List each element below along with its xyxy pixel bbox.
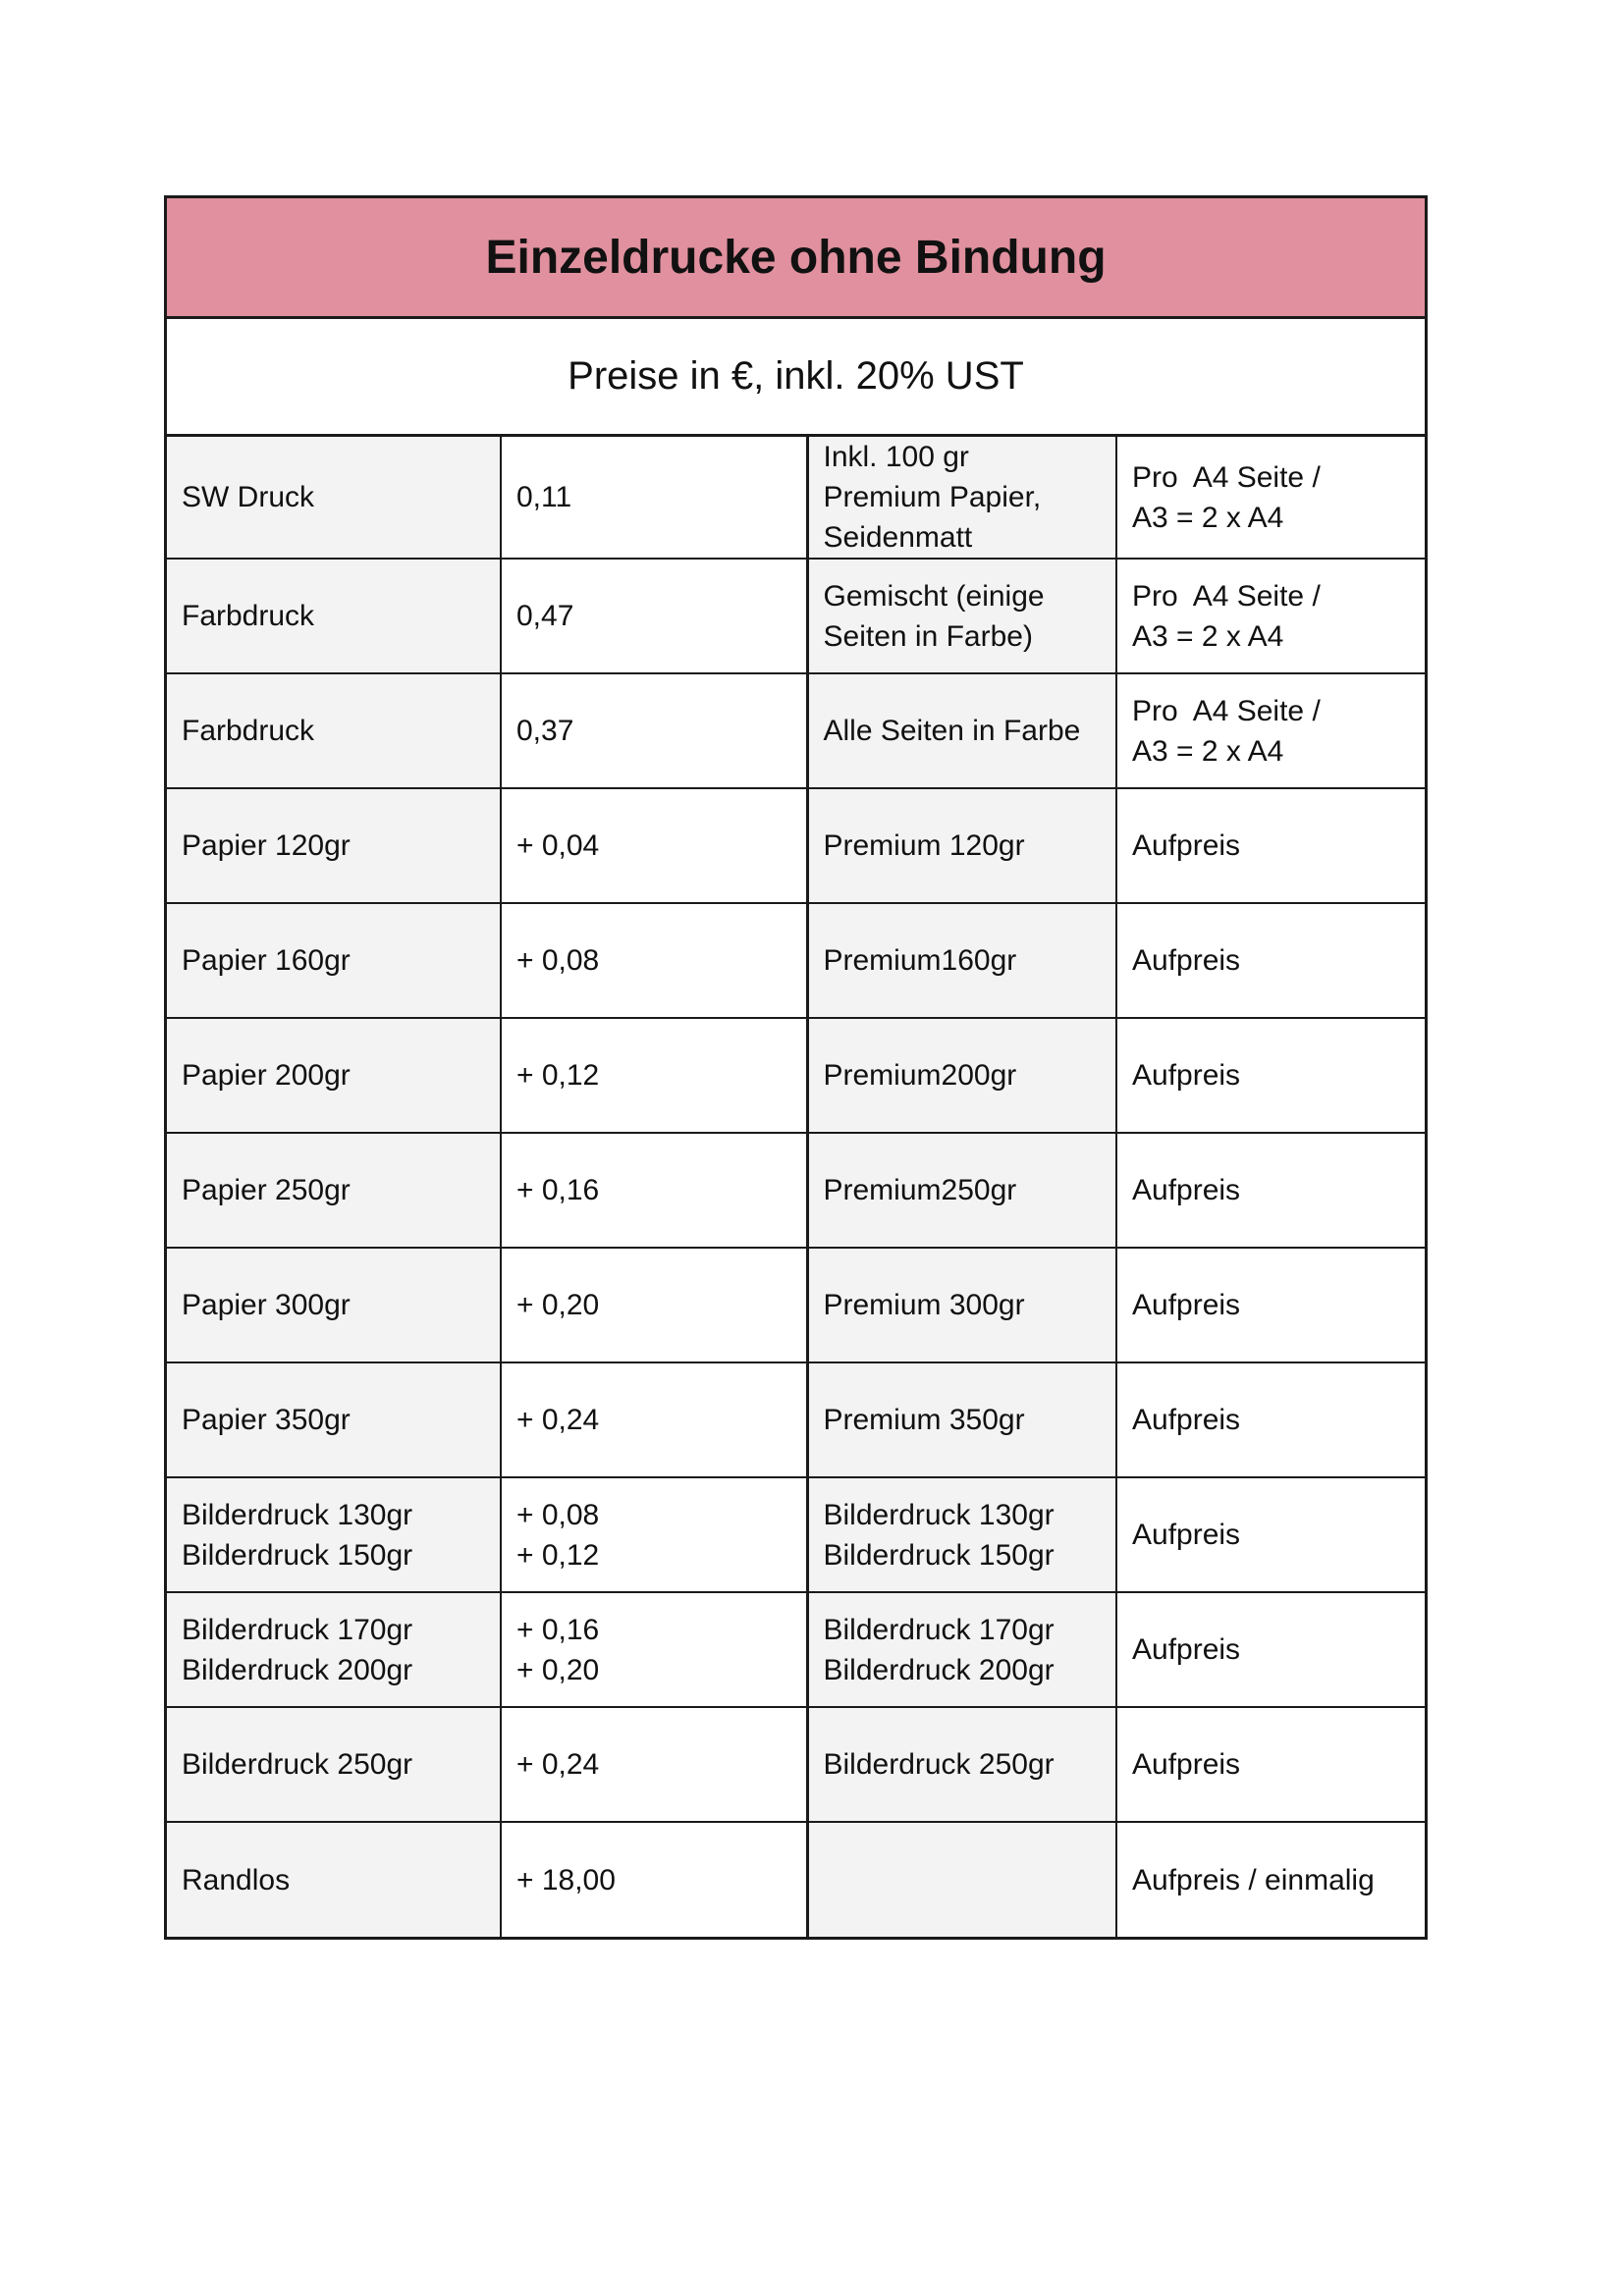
table-row <box>167 1822 1425 1937</box>
description-cell <box>807 903 1116 1018</box>
price-cell <box>501 437 807 559</box>
table-row <box>167 1248 1425 1362</box>
note-line: Aufpreis <box>1132 1289 1241 1321</box>
description-line: Bilderdruck 250gr <box>823 1748 1055 1781</box>
note-line: Aufpreis / einmalig <box>1132 1863 1375 1896</box>
note-cell <box>1116 1133 1425 1248</box>
table-row <box>167 1592 1425 1707</box>
note-cell <box>1116 1362 1425 1477</box>
price-cell <box>501 1133 807 1248</box>
description-line: Bilderdruck 170gr <box>823 1613 1055 1646</box>
price-cell <box>501 903 807 1018</box>
item-name-cell <box>167 1707 501 1822</box>
description-line: Seiten in Farbe) <box>823 619 1033 653</box>
description-cell <box>807 1477 1116 1592</box>
description-line: Alle Seiten in Farbe <box>823 715 1081 747</box>
item-name-line: Farbdruck <box>182 715 315 747</box>
price-cell <box>501 1477 807 1592</box>
note-cell <box>1116 788 1425 903</box>
price-line: + 0,20 <box>516 1289 600 1321</box>
note-line: A3 = 2 x A4 <box>1132 734 1284 768</box>
item-name-cell <box>167 437 501 559</box>
table-subtitle: Preise in €, inkl. 20% UST <box>167 319 1425 437</box>
note-line: Aufpreis <box>1132 1519 1241 1551</box>
price-line: + 0,12 <box>516 1059 600 1092</box>
table-title: Einzeldrucke ohne Bindung <box>167 198 1425 319</box>
description-cell <box>807 1248 1116 1362</box>
table-row <box>167 788 1425 903</box>
price-line: 0,37 <box>516 715 574 747</box>
note-cell <box>1116 903 1425 1018</box>
price-cell <box>501 1248 807 1362</box>
table-row <box>167 437 1425 559</box>
item-name-line: Farbdruck <box>182 600 315 632</box>
item-name-line: Randlos <box>182 1863 291 1896</box>
item-name-line: Papier 120gr <box>182 829 351 862</box>
price-cell <box>501 1822 807 1937</box>
item-name-cell <box>167 1018 501 1133</box>
note-cell <box>1116 1477 1425 1592</box>
price-cell <box>501 788 807 903</box>
note-line: Pro A4 Seite / <box>1132 694 1321 727</box>
item-name-line: SW Druck <box>182 481 314 513</box>
table-row <box>167 1707 1425 1822</box>
item-name-line: Bilderdruck 150gr <box>182 1538 413 1572</box>
note-line: A3 = 2 x A4 <box>1132 619 1284 653</box>
note-line: Aufpreis <box>1132 1174 1241 1206</box>
item-name-cell <box>167 1133 501 1248</box>
price-line: + 0,08 <box>516 1498 600 1531</box>
item-name-cell <box>167 559 501 673</box>
note-line: Pro A4 Seite / <box>1132 579 1321 613</box>
description-line: Gemischt (einige <box>823 579 1045 613</box>
table-row <box>167 1133 1425 1248</box>
note-line: Aufpreis <box>1132 1059 1241 1092</box>
note-line: A3 = 2 x A4 <box>1132 501 1284 534</box>
description-line: Bilderdruck 150gr <box>823 1538 1055 1572</box>
description-cell <box>807 1822 1116 1937</box>
description-line: Inkl. 100 gr <box>823 441 969 473</box>
table-row <box>167 673 1425 788</box>
note-cell <box>1116 673 1425 788</box>
price-line: + 0,16 <box>516 1174 600 1206</box>
note-cell <box>1116 1018 1425 1133</box>
note-line: Aufpreis <box>1132 829 1241 862</box>
description-line: Premium160gr <box>823 944 1017 977</box>
description-cell <box>807 788 1116 903</box>
description-cell <box>807 673 1116 788</box>
price-cell <box>501 1018 807 1133</box>
price-line: + 0,24 <box>516 1404 600 1436</box>
note-cell <box>1116 1592 1425 1707</box>
description-cell <box>807 437 1116 559</box>
description-cell <box>807 559 1116 673</box>
description-cell <box>807 1133 1116 1248</box>
price-line: + 0,16 <box>516 1613 600 1646</box>
note-line: Aufpreis <box>1132 1633 1241 1666</box>
description-cell <box>807 1707 1116 1822</box>
item-name-cell <box>167 903 501 1018</box>
item-name-cell <box>167 788 501 903</box>
description-line: Bilderdruck 130gr <box>823 1498 1055 1531</box>
price-line: + 0,04 <box>516 829 600 862</box>
item-name-cell <box>167 1477 501 1592</box>
description-line: Premium 300gr <box>823 1289 1025 1321</box>
item-name-line: Papier 350gr <box>182 1404 351 1436</box>
note-line: Pro A4 Seite / <box>1132 460 1321 494</box>
description-line: Premium Papier, <box>823 481 1042 513</box>
price-cell <box>501 1707 807 1822</box>
item-name-line: Bilderdruck 200gr <box>182 1653 413 1686</box>
note-cell <box>1116 437 1425 559</box>
item-name-line: Papier 160gr <box>182 944 351 977</box>
price-cell <box>501 1362 807 1477</box>
note-cell <box>1116 559 1425 673</box>
description-line: Seidenmatt <box>823 521 973 554</box>
note-line: Aufpreis <box>1132 1748 1241 1781</box>
note-cell <box>1116 1248 1425 1362</box>
price-line: 0,11 <box>516 481 572 513</box>
table-row <box>167 559 1425 673</box>
item-name-line: Bilderdruck 130gr <box>182 1498 413 1531</box>
item-name-line: Papier 300gr <box>182 1289 351 1321</box>
item-name-line: Papier 200gr <box>182 1059 351 1092</box>
description-cell <box>807 1592 1116 1707</box>
description-cell <box>807 1362 1116 1477</box>
description-line: Premium250gr <box>823 1174 1017 1206</box>
price-cell <box>501 559 807 673</box>
item-name-cell <box>167 1822 501 1937</box>
note-line: Aufpreis <box>1132 1404 1241 1436</box>
description-line: Premium 350gr <box>823 1404 1025 1436</box>
note-line: Aufpreis <box>1132 944 1241 977</box>
item-name-line: Bilderdruck 170gr <box>182 1613 413 1646</box>
price-cell <box>501 1592 807 1707</box>
description-line: Premium200gr <box>823 1059 1017 1092</box>
table-row <box>167 1477 1425 1592</box>
description-line: Bilderdruck 200gr <box>823 1653 1055 1686</box>
table-row <box>167 903 1425 1018</box>
description-line: Premium 120gr <box>823 829 1025 862</box>
price-grid <box>167 437 1425 1937</box>
price-line: + 0,08 <box>516 944 600 977</box>
price-line: + 0,12 <box>516 1538 600 1572</box>
item-name-cell <box>167 673 501 788</box>
item-name-cell <box>167 1362 501 1477</box>
note-cell <box>1116 1822 1425 1937</box>
item-name-cell <box>167 1592 501 1707</box>
price-line: 0,47 <box>516 600 574 632</box>
note-cell <box>1116 1707 1425 1822</box>
price-line: + 0,20 <box>516 1653 600 1686</box>
table-row <box>167 1018 1425 1133</box>
item-name-line: Bilderdruck 250gr <box>182 1748 413 1781</box>
item-name-line: Papier 250gr <box>182 1174 351 1206</box>
description-cell <box>807 1018 1116 1133</box>
price-cell <box>501 673 807 788</box>
item-name-cell <box>167 1248 501 1362</box>
table-row <box>167 1362 1425 1477</box>
price-table <box>164 195 1428 1940</box>
price-line: + 18,00 <box>516 1863 616 1896</box>
price-line: + 0,24 <box>516 1748 600 1781</box>
